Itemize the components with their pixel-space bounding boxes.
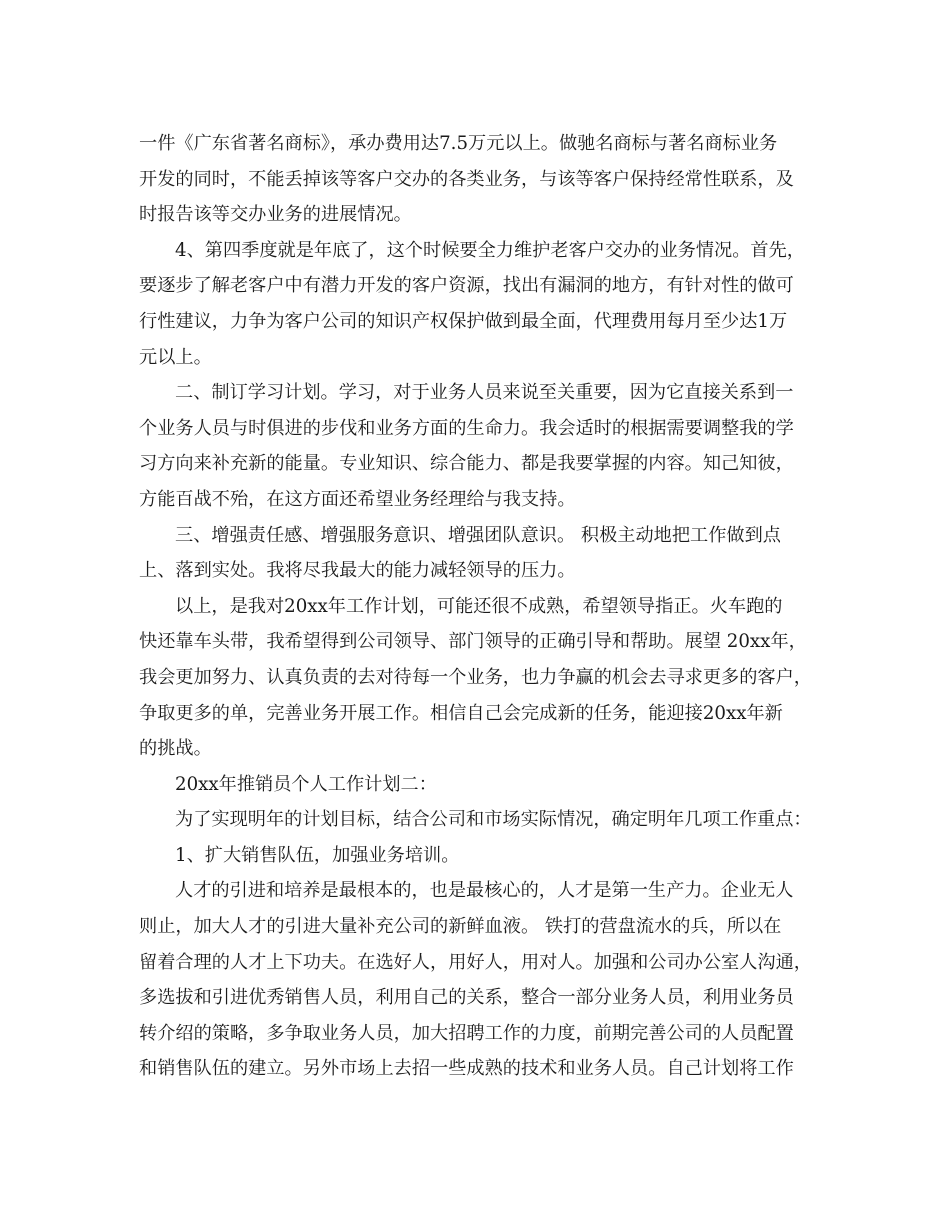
text-line: 二、制订学习计划。学习，对于业务人员来说至关重要，因为它直接关系到一 [175,382,794,404]
text-line: 20xx年推销员个人工作计划二： [175,773,437,795]
text-line: 的挑战。 [139,738,212,760]
text-line: 时报告该等交办业务的进展情况。 [139,204,412,226]
text-line: 上、落到实处。我将尽我最大的能力减轻领导的压力。 [139,560,576,582]
text-line: 要逐步了解老客户中有潜力开发的客户资源，找出有漏洞的地方，有针对性的做可 [139,275,794,297]
text-line: 转介绍的策略，多争取业务人员，加大招聘工作的力度，前期完善公司的人员配置 [139,1022,794,1044]
text-line: 为了实现明年的计划目标，结合公司和市场实际情况，确定明年几项工作重点： [175,809,812,831]
text-line: 则止，加大人才的引进大量补充公司的新鲜血液。 铁打的营盘流水的兵，所以在 [139,916,782,938]
text-line: 习方向来补充新的能量。专业知识、综合能力、都是我要掌握的内容。知己知彼， [139,453,794,475]
text-line: 我会更加努力、认真负责的去对待每一个业务，也力争赢的机会去寻求更多的客户， [139,666,812,688]
text-line: 三、增强责任感、增强服务意识、增强团队意识。 积极主动地把工作做到点 [175,524,781,546]
document-body [139,126,839,1087]
text-line: 以上，是我对20xx年工作计划，可能还很不成熟，希望领导指正。火车跑的 [175,595,783,617]
text-line: 一件《广东省著名商标》，承办费用达7.5万元以上。做驰名商标与著名商标业务 [139,133,778,154]
text-line: 人才的引进和培养是最根本的，也是最核心的，人才是第一生产力。企业无人 [175,880,794,902]
text-line: 争取更多的单，完善业务开展工作。相信自己会完成新的任务，能迎接20xx年新 [139,702,783,724]
text-line: 开发的同时，不能丢掉该等客户交办的各类业务，与该等客户保持经常性联系，及 [139,168,794,190]
text-line: 个业务人员与时俱进的步伐和业务方面的生命力。我会适时的根据需要调整我的学 [139,417,794,439]
text-line: 1、扩大销售队伍，加强业务培训。 [175,844,460,866]
text-line: 留着合理的人才上下功夫。在选好人，用好人，用对人。加强和公司办公室人沟通， [139,951,812,973]
text-line: 多选拔和引进优秀销售人员，利用自己的关系，整合一部分业务人员，利用业务员 [139,987,794,1009]
text-line: 行性建议，力争为客户公司的知识产权保护做到最全面，代理费用每月至少达1万 [139,310,788,332]
text-line: 和销售队伍的建立。另外市场上去招一些成熟的技术和业务人员。自己计划将工作 [139,1058,794,1080]
text-line: 快还靠车头带，我希望得到公司领导、部门领导的正确引导和帮助。展望 20xx年， [139,631,807,653]
text-line: 方能百战不殆，在这方面还希望业务经理给与我支持。 [139,488,576,510]
text-line: 4、第四季度就是年底了，这个时候要全力维护老客户交办的业务情况。首先， [175,239,805,261]
text-line: 元以上。 [139,346,212,368]
